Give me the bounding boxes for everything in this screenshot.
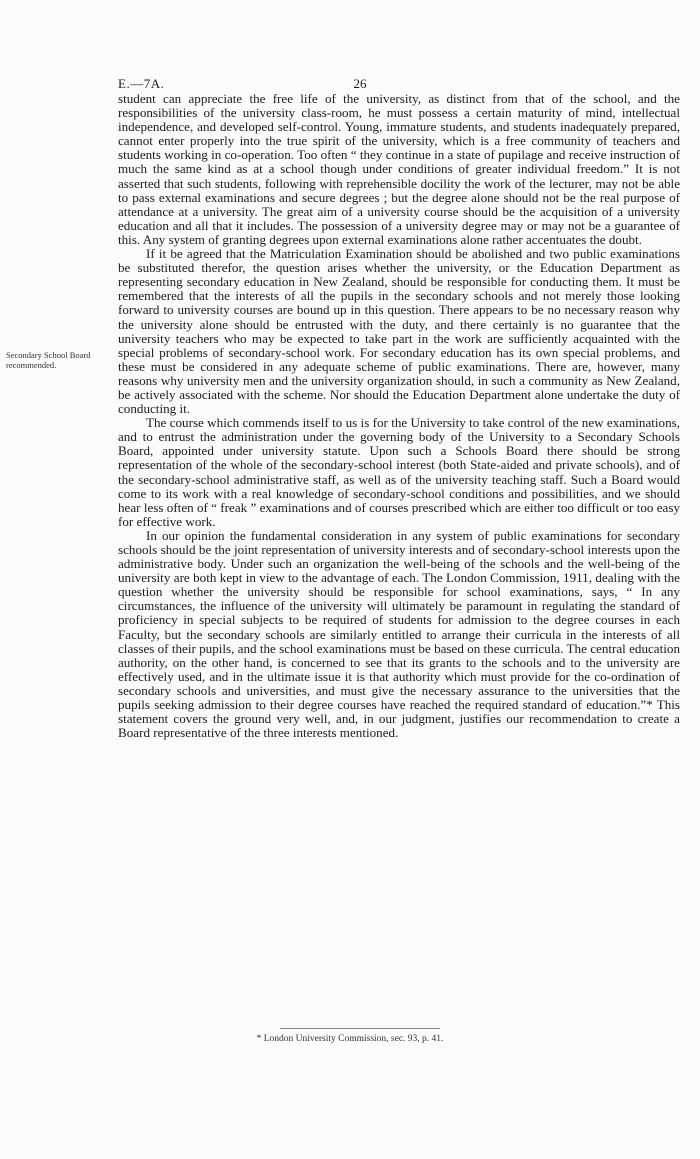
paragraph: student can appreciate the free life of the university, as distinct from that of the school, and the responsibilities of the university class-room, he must possess a certain maturity of mind, intellectual independence, and developed self-control. Young, immature students, and students inadequately prepared, cannot enter properly into the true spirit of the university, which is a free community of teachers and students working in co-operation. Too often “ they continue in a state of pupilage and receive instruction of much the same kind as at a school though under conditions of greater individual freedom.” It is not asserted that such students, following with reprehensible docility the work of the lecturer, may not be able to pass external examinations and secure degrees ; but the degree alone should not be the real purpose of attendance at a university. The great aim of a university course should be the acquisition of a university education and all that it includes. The possession of a university degree may or may not be a guarantee of this. Any system of granting degrees upon external examinations alone rather accentuates the doubt.	[118, 91, 680, 247]
margin-note: Secondary School Board recommended.	[6, 350, 91, 370]
footnote: * London University Commission, sec. 93, p. 41.	[256, 1034, 444, 1044]
body-text	[118, 92, 680, 740]
document-reference: E.—7A.	[118, 76, 165, 91]
paragraph: If it be agreed that the Matriculation Examination should be abolished and two public examinations be substituted therefor, the question arises whether the university, or the Education Department as representing secondary education in New Zealand, should be responsible for conducting them. It must be remembered that the interests of all the pupils in the secondary schools and not merely those looking forward to university courses are bound up in this question. There appears to be no necessary reason why the university alone should be entrusted with the duty, and there certainly is no guarantee that the university teachers who may be expected to take part in the work are sufficiently acquainted with the special problems of secondary-school work. For secondary education has its own special problems, and these must be considered in any adequate scheme of public examinations. There are, however, many reasons why university men and the university organization should, in such a community as New Zealand, be actively associated with the scheme. Nor should the Education Department alone undertake the duty of conducting it.	[118, 246, 680, 417]
page-number: 26	[353, 76, 367, 91]
paragraph: The course which commends itself to us is for the University to take control of the new examinations, and to entrust the administration under the governing body of the University to a Secondary Schools Board, appointed under university statute. Upon such a Schools Board there should be strong representation of the whole of the secondary-school interest (both State-aided and private schools), and of the secondary-school administrative staff, as well as of the university teaching staff. Such a Board would come to its work with a real knowledge of secondary-school conditions and possibilities, and we should hear less often of “ freak ” examinations and of courses prescribed which are either too difficult or too easy for effective work.	[118, 415, 680, 529]
paragraph: In our opinion the fundamental consideration in any system of public examinations for secondary schools should be the joint representation of university interests and of secondary-school interests upon the administrative body. Under such an organization the well-being of the schools and the well-being of the university are both kept in view to the advantage of each. The London Commission, 1911, dealing with the question whether the university should be responsible for school examinations, says, “ In any circumstances, the influence of the university will ultimately be paramount in regulating the standard of proficiency in special subjects to be required of students for admission to the degree courses in each Faculty, but the secondary schools are similarly entitled to arrange their curricula in the interests of all classes of their pupils, and the school examinations must be based on these curricula. The central education authority, on the other hand, is concerned to see that its grants to the schools and to the university are effectively used, and in the ultimate issue it is that authority which must provide for the co-ordination of secondary schools and universities, and must give the necessary assurance to the universities that the pupils seeking admission to their degree courses have reached the required standard of education.”* This statement covers the ground very well, and, in our judgment, justifies our recommendation to create a Board representative of the three interests mentioned.	[118, 527, 680, 741]
footnote-divider	[280, 1028, 440, 1029]
